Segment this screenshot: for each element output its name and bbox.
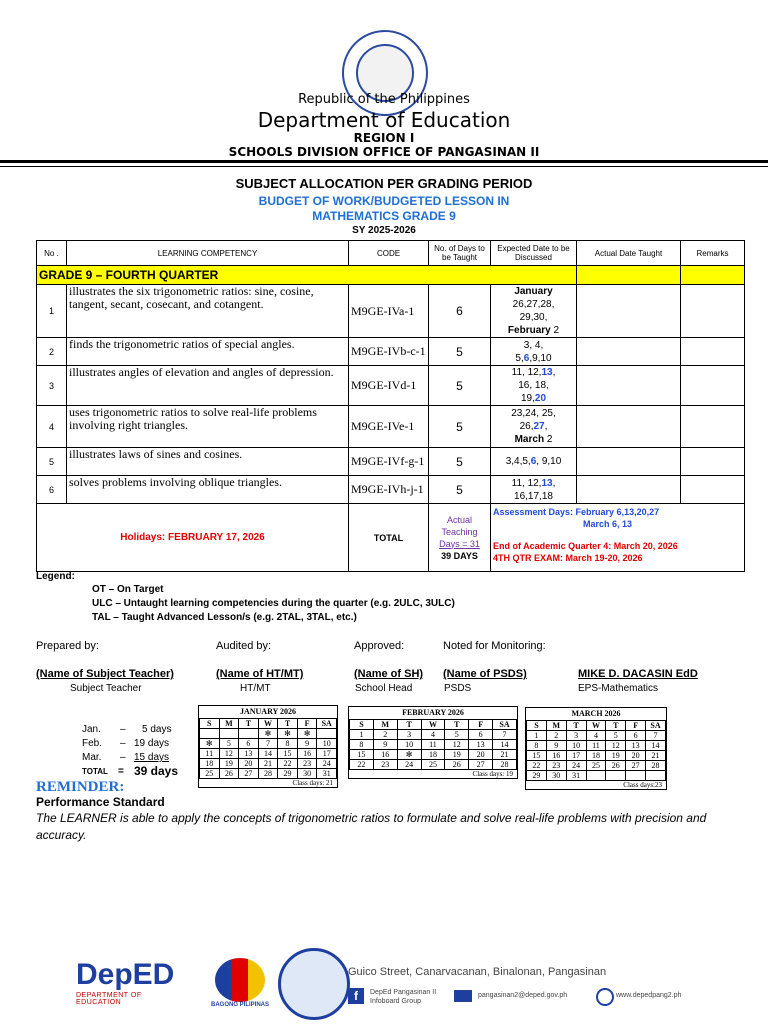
calendar-day-header: T (606, 721, 626, 731)
calendar-day: 29 (527, 771, 547, 781)
calendar-day: 3 (397, 730, 421, 740)
calendar-day: ✻ (397, 750, 421, 760)
calendar-day-header: S (350, 720, 374, 730)
school-year: SY 2025-2026 (352, 225, 416, 236)
col-remarks: Remarks (681, 241, 745, 266)
calendar-day: 5 (606, 731, 626, 741)
calendar-day: 16 (546, 751, 566, 761)
approved-label: Approved: (354, 640, 405, 652)
calendar-day (239, 729, 259, 739)
calendar-day: ✻ (297, 729, 317, 739)
calendar-day-header: SA (493, 720, 517, 730)
calendar-day: 13 (626, 741, 646, 751)
calendar-day: 2 (546, 731, 566, 741)
calendar-day: 8 (350, 740, 374, 750)
quarter-row (37, 266, 745, 285)
calendar-day: ✻ (258, 729, 278, 739)
calendar-day-header: W (258, 719, 278, 729)
calendar-day: 7 (646, 731, 666, 741)
pos-htmt: HT/MT (240, 683, 271, 694)
calendar-day (317, 729, 337, 739)
calendar-day: 17 (566, 751, 586, 761)
pos-psds: PSDS (444, 683, 472, 694)
calendar-day: 10 (397, 740, 421, 750)
calendar-day: 6 (626, 731, 646, 741)
calendar-day: 26 (445, 760, 469, 770)
audited-label: Audited by: (216, 640, 272, 652)
table-row: 6 solves problems involving oblique triangles. M9GE-IVh-j-1 5 11, 12,13, 16,17,18 (37, 476, 745, 504)
calendar-day: 11 (586, 741, 606, 751)
actual-teaching: Actual Teaching Days = 31 39 DAYS (429, 504, 491, 572)
calendar-day (200, 729, 220, 739)
calendar-day: 9 (546, 741, 566, 751)
total-row (37, 504, 745, 572)
performance-standard-title: Performance Standard (36, 795, 165, 809)
calendar-day: 21 (258, 759, 278, 769)
calendar-day: 12 (606, 741, 626, 751)
calendar-day-header: S (527, 721, 547, 731)
email-icon (454, 990, 472, 1002)
calendar-day: 5 (445, 730, 469, 740)
calendar-day: 9 (297, 739, 317, 749)
calendar-day: 25 (200, 769, 220, 779)
calendar-day-header: F (626, 721, 646, 731)
calendar-day: 30 (297, 769, 317, 779)
bagong-pilipinas-logo: BAGONG PILIPINAS (210, 958, 270, 1016)
pangasinan-division-seal (278, 948, 350, 1020)
sig-eps: MIKE D. DACASIN EdD (578, 668, 698, 680)
table-row: 2 finds the trigonometric ratios of special angles. M9GE-IVb-c-1 5 3, 4, 5,6,9,10 (37, 338, 745, 366)
calendar-day: 22 (527, 761, 547, 771)
website-link[interactable]: www.depedpang2.ph (616, 992, 682, 999)
web-icon (596, 988, 614, 1006)
calendar-day: 28 (258, 769, 278, 779)
calendar-day: 19 (606, 751, 626, 761)
calendar-day-header: T (445, 720, 469, 730)
calendar-day: 21 (493, 750, 517, 760)
table-row: 4 uses trigonometric ratios to solve real-life problems involving right triangles. M9GE-IVe-1 5 23,24, 25, 26,27, March 2 (37, 406, 745, 448)
summary-jan: Jan. – 5 days (82, 724, 172, 735)
calendar-day: 25 (421, 760, 445, 770)
reminder-title: REMINDER: (36, 779, 125, 795)
calendar-day: 21 (646, 751, 666, 761)
calendar-day-header: M (219, 719, 239, 729)
calendar-day-header: SA (646, 721, 666, 731)
calendar-day: 17 (317, 749, 337, 759)
calendar-day: ✻ (278, 729, 298, 739)
total-label: TOTAL (349, 504, 429, 572)
calendar-day-header: M (373, 720, 397, 730)
pos-eps: EPS-Mathematics (578, 683, 659, 694)
sig-psds: (Name of PSDS) (443, 668, 527, 680)
calendar-day: 8 (278, 739, 298, 749)
calendar-day: 1 (527, 731, 547, 741)
calendar-day: 28 (646, 761, 666, 771)
calendar-day: 19 (219, 759, 239, 769)
calendar-day: 7 (258, 739, 278, 749)
deped-logo: DepED DEPARTMENT OF EDUCATION (76, 958, 175, 1006)
calendar-day: 16 (373, 750, 397, 760)
calendar-day: 20 (239, 759, 259, 769)
calendar-day-header: T (239, 719, 259, 729)
calendar-day: 14 (493, 740, 517, 750)
summary-total: TOTAL = 39 days (82, 764, 179, 778)
table-row: 5 illustrates laws of sines and cosines. M9GE-IVf-g-1 5 3,4,5,6, 9,10 (37, 448, 745, 476)
expected-date: 11, 12,13, 16,17,18 (491, 476, 577, 504)
calendar-day: 18 (200, 759, 220, 769)
pos-sh: School Head (355, 683, 413, 694)
sig-teacher: (Name of Subject Teacher) (36, 668, 174, 680)
calendar-day: 16 (297, 749, 317, 759)
calendar-day: 6 (469, 730, 493, 740)
col-days: No. of Days to be Taught (429, 241, 491, 266)
col-competency: LEARNING COMPETENCY (67, 241, 349, 266)
prepared-label: Prepared by: (36, 640, 99, 652)
calendar-day: 14 (258, 749, 278, 759)
col-code: CODE (349, 241, 429, 266)
header-rule-thin (0, 166, 768, 167)
calendar-day: 26 (219, 769, 239, 779)
facebook-link[interactable]: DepEd Pangasinan II Infoboard Group (370, 989, 437, 1005)
calendar-day: 1 (350, 730, 374, 740)
performance-standard-text: The LEARNER is able to apply the concepts of trigonometric ratios to formulate and solve real-life problems with precision and accuracy. (36, 811, 707, 842)
subtitle-1: BUDGET OF WORK/BUDGETED LESSON IN (258, 194, 510, 208)
page-title: SUBJECT ALLOCATION PER GRADING PERIOD (235, 176, 533, 191)
calendar-day: 27 (469, 760, 493, 770)
calendar-day: 23 (373, 760, 397, 770)
calendar-day: 15 (278, 749, 298, 759)
legend-ulc: ULC – Untaught learning competencies during the quarter (e.g. 2ULC, 3ULC) (92, 598, 455, 609)
calendar-day: 27 (239, 769, 259, 779)
col-expected: Expected Date to be Discussed (491, 241, 577, 266)
department-title: Department of Education (257, 108, 511, 132)
calendar-day-header: W (421, 720, 445, 730)
legend-tal: TAL – Taught Advanced Lesson/s (e.g. 2TAL, 3TAL, etc.) (92, 612, 357, 623)
calendar-day-header: M (546, 721, 566, 731)
calendar-day-header: T (278, 719, 298, 729)
calendar-day-header: F (297, 719, 317, 729)
republic-title: Republic of the Philippines (298, 92, 470, 107)
calendar-day: 12 (219, 749, 239, 759)
calendar-day: 15 (350, 750, 374, 760)
calendar-february: FEBRUARY 2026 S M T W T F SA 1 2 3 4 5 6 7 8 9 10 11 12 13 14 15 16 ✻ 18 19 20 21 22 23 24 25 26 27 28 Class days: 19 (348, 706, 518, 779)
calendar-day: 15 (527, 751, 547, 761)
calendar-day: 20 (469, 750, 493, 760)
calendar-day: 24 (397, 760, 421, 770)
calendar-day: 29 (278, 769, 298, 779)
calendar-day-header: SA (317, 719, 337, 729)
calendar-day: 10 (317, 739, 337, 749)
assessment-info: Assessment Days: February 6,13,20,27 March 6, 13 End of Academic Quarter 4: March 20, 2026 4TH QTR EXAM: March 19-20, 2026 (491, 504, 745, 572)
calendar-day: 24 (566, 761, 586, 771)
calendar-day: 28 (493, 760, 517, 770)
calendar-day-header: W (586, 721, 606, 731)
calendar-day: 10 (566, 741, 586, 751)
calendar-day: 13 (469, 740, 493, 750)
calendar-day: 22 (350, 760, 374, 770)
legend-title: Legend: (36, 571, 75, 582)
calendar-day: 14 (646, 741, 666, 751)
summary-feb: Feb. – 19 days (82, 738, 170, 749)
calendar-day: 18 (586, 751, 606, 761)
calendar-day: 22 (278, 759, 298, 769)
subtitle-2: MATHEMATICS GRADE 9 (312, 209, 456, 223)
calendar-day: 11 (200, 749, 220, 759)
calendar-day: 18 (421, 750, 445, 760)
calendar-day: 25 (586, 761, 606, 771)
holidays: Holidays: FEBRUARY 17, 2026 (37, 504, 349, 572)
budget-table (36, 240, 745, 572)
table-row: 1 illustrates the six trigonometric ratios: sine, cosine, tangent, secant, cosecant, and cotangent. M9GE-IVa-1 6 January 26,27,28, 29,30, February 2 (37, 285, 745, 338)
calendar-day (606, 771, 626, 781)
email-link[interactable]: pangasinan2@deped.gov.ph (478, 992, 568, 999)
expected-date: January 26,27,28, 29,30, February 2 (491, 285, 577, 338)
calendar-day (586, 771, 606, 781)
calendar-day: 30 (546, 771, 566, 781)
calendar-day: 26 (606, 761, 626, 771)
calendar-day: 24 (317, 759, 337, 769)
calendar-day: 31 (566, 771, 586, 781)
header-rule (0, 160, 768, 163)
division-title: SCHOOLS DIVISION OFFICE OF PANGASINAN II (228, 145, 540, 159)
noted-label: Noted for Monitoring: (443, 640, 546, 652)
expected-date: 3,4,5,6, 9,10 (491, 448, 577, 476)
calendar-day: 23 (546, 761, 566, 771)
calendar-day: 7 (493, 730, 517, 740)
calendar-day-header: T (566, 721, 586, 731)
col-actual: Actual Date Taught (577, 241, 681, 266)
summary-mar: Mar. – 15 days (82, 752, 170, 763)
calendar-day-header: S (200, 719, 220, 729)
quarter-label: GRADE 9 – FOURTH QUARTER (37, 266, 577, 285)
calendar-day: 19 (445, 750, 469, 760)
calendar-day: ✻ (200, 739, 220, 749)
facebook-icon: f (348, 988, 364, 1004)
calendar-march: MARCH 2026 S M T W T F SA 1 2 3 4 5 6 7 8 9 10 11 12 13 14 15 16 17 18 19 20 21 22 23 24 25 26 27 28 29 30 31 Class days:23 (525, 707, 667, 790)
calendar-day-header: F (469, 720, 493, 730)
calendar-day: 4 (421, 730, 445, 740)
calendar-day: 8 (527, 741, 547, 751)
calendar-day: 4 (586, 731, 606, 741)
sig-sh: (Name of SH) (354, 668, 424, 680)
calendar-day: 5 (219, 739, 239, 749)
calendar-day: 23 (297, 759, 317, 769)
col-no: No . (37, 241, 67, 266)
table-row: 3 illustrates angles of elevation and angles of depression. M9GE-IVd-1 5 11, 12,13, 16, 18, 19,20 (37, 366, 745, 406)
calendar-day: 27 (626, 761, 646, 771)
calendar-day: 6 (239, 739, 259, 749)
legend-ot: OT – On Target (92, 584, 164, 595)
pos-teacher: Subject Teacher (70, 683, 142, 694)
calendar-day: 11 (421, 740, 445, 750)
calendar-day: 13 (239, 749, 259, 759)
calendar-day: 31 (317, 769, 337, 779)
calendar-day: 9 (373, 740, 397, 750)
calendar-day (626, 771, 646, 781)
calendar-january: JANUARY 2026 S M T W T F SA ✻ ✻ ✻ ✻ 5 6 7 8 9 10 11 12 13 14 15 16 17 18 19 20 21 22 23 24 25 26 27 28 29 30 31 Class days: 21 (198, 705, 338, 788)
region-title: REGION I (353, 131, 415, 145)
expected-date: 3, 4, 5,6,9,10 (491, 338, 577, 366)
calendar-day: 2 (373, 730, 397, 740)
calendar-day: 12 (445, 740, 469, 750)
calendar-day: 3 (566, 731, 586, 741)
sig-htmt: (Name of HT/MT) (216, 668, 304, 680)
table-header-row (37, 241, 745, 266)
calendar-day (646, 771, 666, 781)
expected-date: 23,24, 25, 26,27, March 2 (491, 406, 577, 448)
expected-date: 11, 12,13, 16, 18, 19,20 (491, 366, 577, 406)
calendar-day: 20 (626, 751, 646, 761)
calendar-day-header: T (397, 720, 421, 730)
calendar-day (219, 729, 239, 739)
address: Guico Street, Canarvacanan, Binalonan, Pangasinan (348, 966, 607, 978)
